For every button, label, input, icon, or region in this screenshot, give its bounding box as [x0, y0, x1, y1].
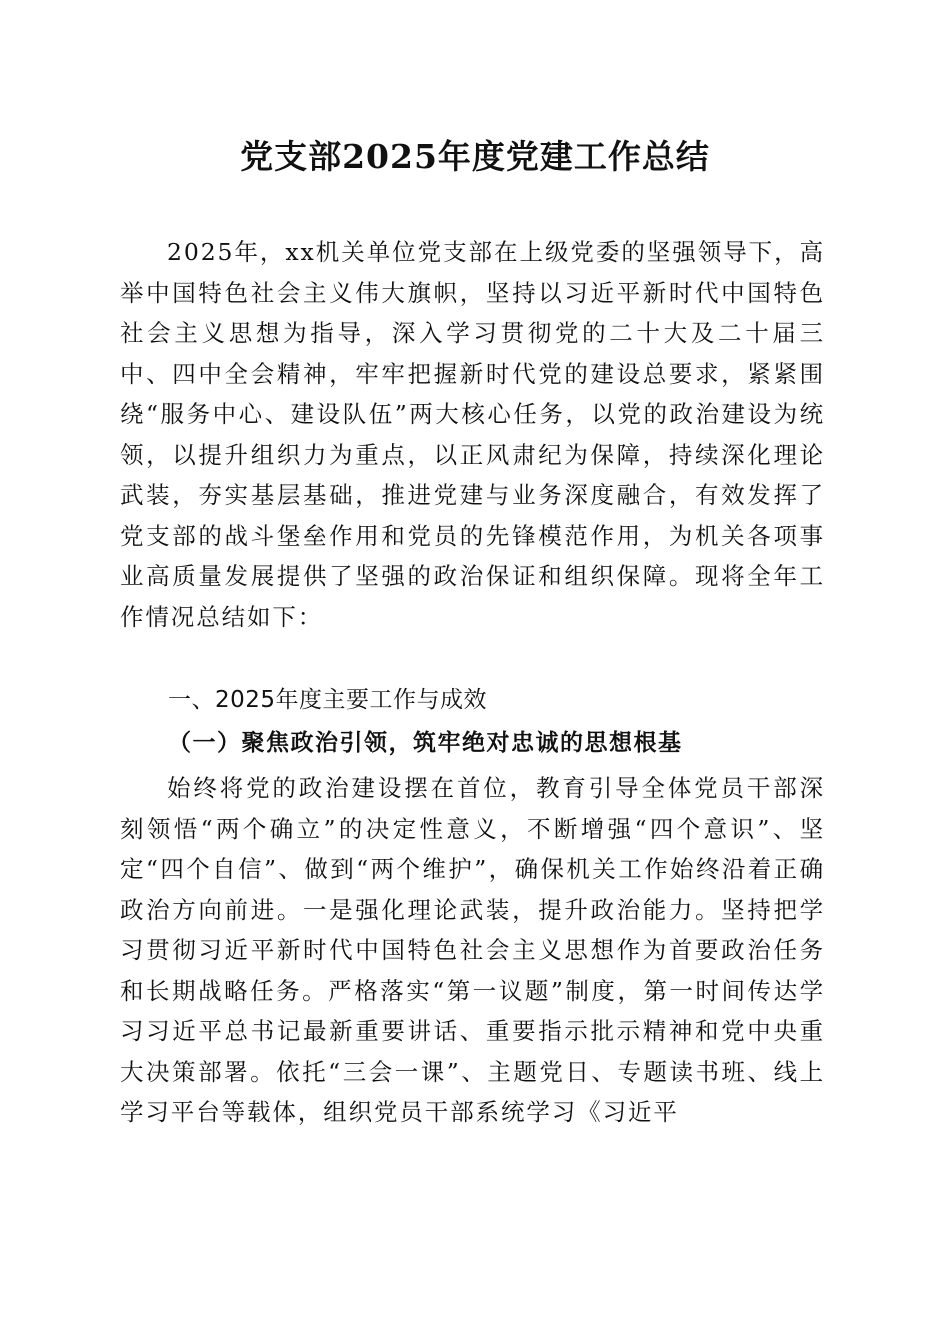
section-heading: 一、2025年度主要工作与成效: [168, 687, 488, 713]
document-title: 党支部2025年度党建工作总结: [240, 137, 710, 176]
section-paragraph: 始终将党的政治建设摆在首位，教育引导全体党员干部深刻领悟“两个确立”的决定性意义，不断增强“四个意识”、坚定“四个自信”、做到“两个维护”，确保机关工作始终沿着正确政治方向前进。一是强化理论武装，提升政治能力。坚持把学习贯彻习近平新时代中国特色社会主义思想作为首要政治任务和长期战略任务。严格落实“第一议题”制度，第一时间传达学习习近平总书记最新重要讲话、重要指示批示精神和党中央重大决策部署。依托“三会一课”、主题党日、专题读书班、线上学习平台等载体，组织党员干部系统学习《习近平: [120, 774, 825, 1126]
intro-paragraph: 2025年，xx机关单位党支部在上级党委的坚强领导下，高举中国特色社会主义伟大旗帜，坚持以习近平新时代中国特色社会主义思想为指导，深入学习贯彻党的二十大及二十届三中、四中全会精神，牢牢把握新时代党的建设总要求，紧紧围绕“服务中心、建设队伍”两大核心任务，以党的政治建设为统领，以提升组织力为重点，以正风肃纪为保障，持续深化理论武装，夯实基层基础，推进党建与业务深度融合，有效发挥了党支部的战斗堡垒作用和党员的先锋模范作用，为机关各项事业高质量发展提供了坚强的政治保证和组织保障。现将全年工作情况总结如下：: [120, 238, 825, 631]
subsection-heading: （一）聚焦政治引领，筑牢绝对忠诚的思想根基: [168, 729, 683, 756]
